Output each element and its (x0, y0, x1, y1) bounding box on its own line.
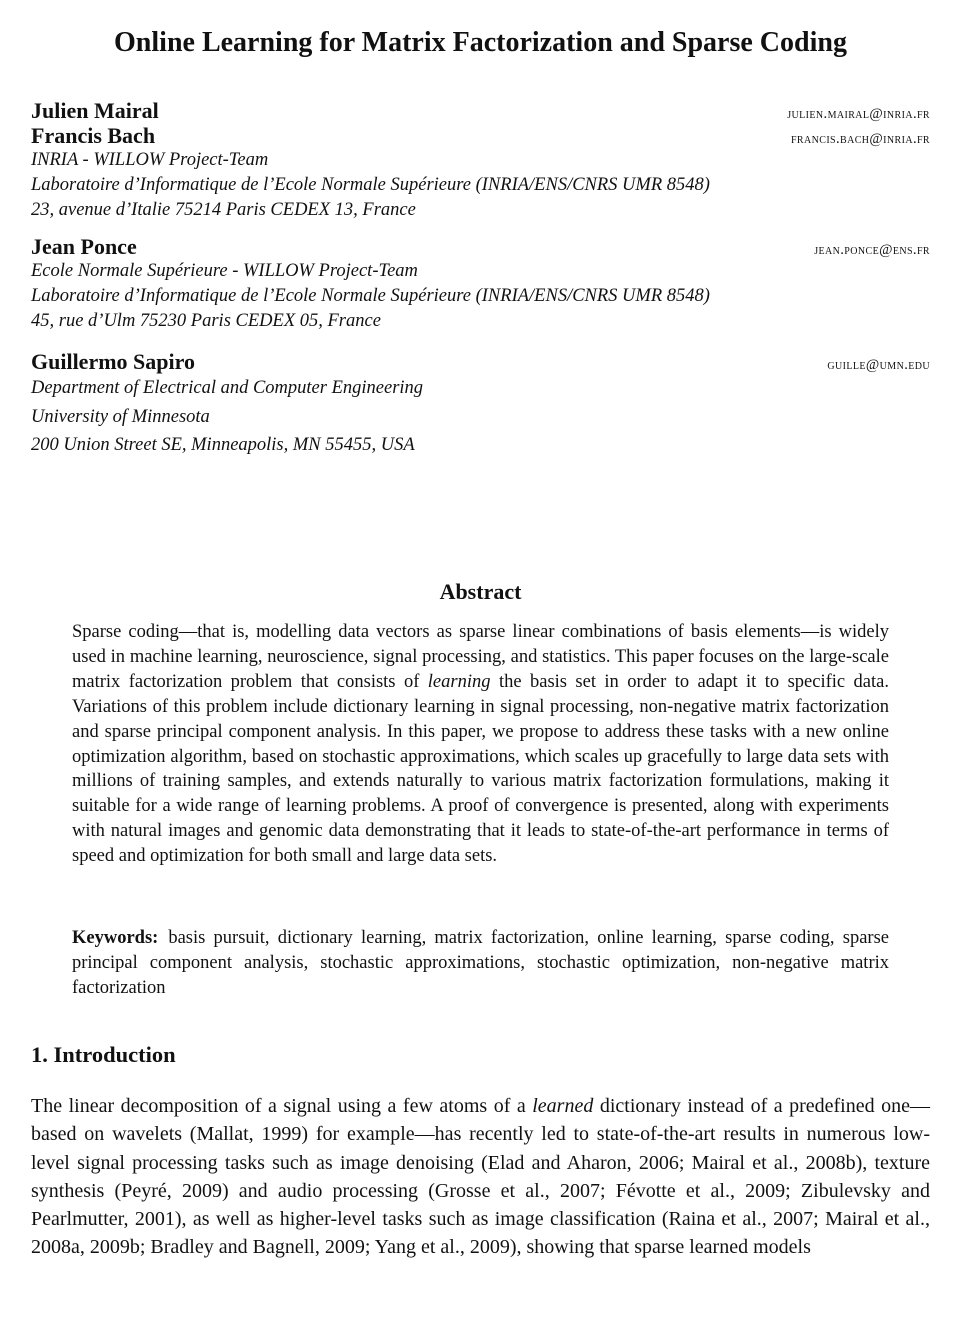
affiliation-line: University of Minnesota (31, 406, 210, 427)
affiliation-line: 23, avenue d’Italie 75214 Paris CEDEX 13, France (31, 200, 416, 220)
keywords-label: Keywords: (72, 928, 159, 948)
author-block-ens (31, 234, 930, 334)
affiliation-line: 45, rue d’Ulm 75230 Paris CEDEX 05, France (31, 311, 381, 331)
author-row (31, 349, 930, 374)
affiliation-line: Department of Electrical and Computer Engineering (31, 378, 424, 398)
author-name: Francis Bach (31, 123, 156, 148)
affiliation-line: INRIA - WILLOW Project-Team (31, 150, 269, 170)
keywords-text: basis pursuit, dictionary learning, matrix factorization, online learning, sparse coding, sparse principal component analysis, stochastic approximations, stochastic optimization, non-negative matrix factorization (72, 928, 889, 998)
introduction-emphasis: learned (532, 1095, 594, 1117)
introduction-text: dictionary instead of a predefined one—based on wavelets (Mallat, 1999) for example—has recently led to state-of-the-art results in numerous low-level signal processing tasks such as image denoising (Elad and Aharon, 2006; Mairal et al., 2008b), texture synthesis (Peyré, 2009) and audio processing (Grosse et al., 2007; Févotte et al., 2009; Zibulevsky and Pearlmutter, 2001), as well as higher-level tasks such as image classification (Raina et al., 2007; Mairal et al., 2008a, 2009b; Bradley and Bagnell, 2009; Yang et al., 2009), showing that sparse learned models (31, 1095, 931, 1259)
author-row (31, 234, 930, 259)
affiliation-line: 200 Union Street SE, Minneapolis, MN 55455, USA (31, 435, 415, 455)
author-name: Julien Mairal (31, 98, 159, 123)
affiliation-line: Laboratoire d’Informatique de l’Ecole Normale Supérieure (INRIA/ENS/CNRS UMR 8548) (31, 286, 710, 306)
author-email: francis.bach@inria.fr (790, 131, 930, 147)
abstract-body (72, 620, 889, 869)
section-heading: 1. Introduction (31, 1042, 176, 1067)
author-row (31, 98, 930, 123)
abstract-emphasis: learning (427, 671, 491, 692)
author-email: julien.mairal@inria.fr (787, 106, 930, 122)
keywords (72, 926, 889, 1001)
author-block-umn (31, 349, 930, 460)
author-block-inria (31, 98, 930, 223)
affiliation-line: Ecole Normale Supérieure - WILLOW Project-Team (31, 261, 418, 281)
abstract-text: Sparse coding—that is, modelling data vectors as sparse linear combinations of basis elements—is widely used in machine learning, neuroscience, signal processing, and statistics. This paper focuses on the large-scale matrix factorization problem that consists of (72, 622, 889, 692)
author-name: Jean Ponce (31, 234, 137, 259)
author-name: Guillermo Sapiro (31, 349, 195, 374)
affiliation-line: Laboratoire d’Informatique de l’Ecole Normale Supérieure (INRIA/ENS/CNRS UMR 8548) (31, 175, 710, 195)
author-email: jean.ponce@ens.fr (814, 242, 930, 258)
author-row (31, 123, 930, 148)
abstract-text: the basis set in order to adapt it to specific data. Variations of this problem include dictionary learning in signal processing, non-negative matrix factorization and sparse principal component analysis. In this paper, we propose to address these tasks with a new online optimization algorithm, based on stochastic approximations, which scales up gracefully to large data sets with millions of training samples, and extends naturally to various matrix factorization formulations, making it suitable for a wide range of learning problems. A proof of convergence is presented, along with experiments with natural images and genomic data demonstrating that it leads to state-of-the-art performance in terms of speed and optimization for both small and large data sets. (72, 671, 889, 867)
abstract-heading: Abstract (439, 579, 522, 604)
paper-title: Online Learning for Matrix Factorization and Sparse Coding (114, 27, 847, 58)
introduction-text: The linear decomposition of a signal using a few atoms of a (31, 1095, 533, 1117)
author-email: guille@umn.edu (827, 357, 930, 373)
introduction-body (31, 1092, 930, 1262)
